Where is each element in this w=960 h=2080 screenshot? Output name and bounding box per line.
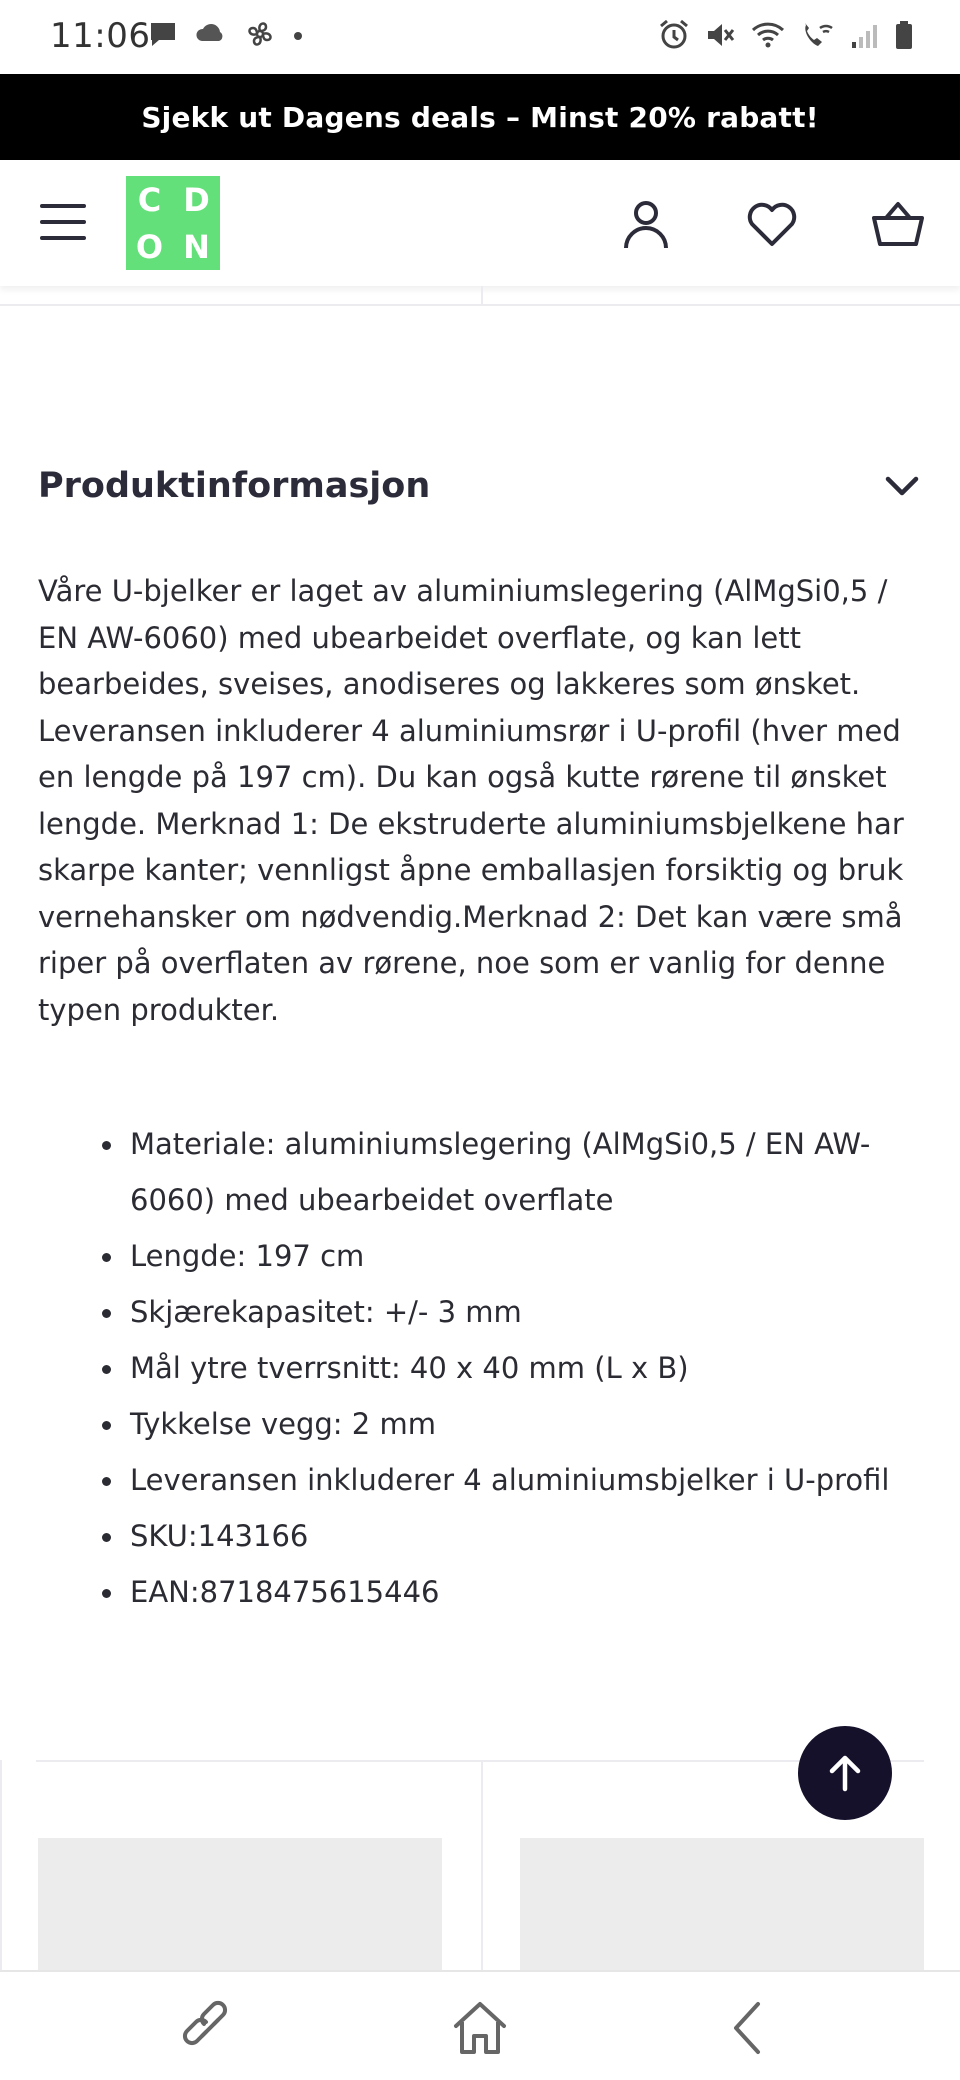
spec-item: Mål ytre tverrsnitt: 40 x 40 mm (L x B) xyxy=(130,1340,930,1396)
product-info-title: Produktinformasjon xyxy=(38,466,431,506)
spec-item: Leveransen inkluderer 4 aluminiumsbjelker i U-profil xyxy=(130,1452,930,1508)
promo-text[interactable]: Sjekk ut Dagens deals – Minst 20% rabatt! xyxy=(141,100,819,134)
product-card-image[interactable] xyxy=(38,1838,442,1970)
product-grid-divider xyxy=(0,286,960,306)
alarm-icon xyxy=(658,18,690,52)
spec-item: Materiale: aluminiumslegering (AlMgSi0,5 / EN AW-6060) med ubearbeidet overflate xyxy=(130,1116,930,1228)
spec-item: Lengde: 197 cm xyxy=(130,1228,930,1284)
basket-icon[interactable] xyxy=(870,196,926,252)
spec-item: SKU:143166 xyxy=(130,1508,930,1564)
spec-item: Tykkelse vegg: 2 mm xyxy=(130,1396,930,1452)
product-description: Våre U-bjelker er laget av aluminiumslegering (AlMgSi0,5 / EN AW-6060) med ubearbeidet overflate, og kan lett bearbeides, sveises, anodiseres og lakkeres som ønsket. Leveransen inkluderer 4 aluminiumsrør i U-profil (hver med en lengde på 197 cm). Du kan også kutte rørene til ønsket lengde. Merknad 1: De ekstruderte aluminiumsbjelkene har skarpe kanter; vennligst åpne emballasjen forsiktig og bruk vernehansker om nødvendig.Merknad 2: Det kan være små riper på overflaten av rørene, noe som er vanlig for denne typen produkter. xyxy=(38,574,904,1027)
site-header xyxy=(0,160,960,286)
product-card-image[interactable] xyxy=(520,1838,924,1970)
menu-icon[interactable] xyxy=(40,204,86,240)
wifi-call-icon xyxy=(800,19,836,51)
logo-letter: N xyxy=(183,227,210,266)
chevron-down-icon[interactable] xyxy=(882,471,922,501)
heart-icon[interactable] xyxy=(744,196,800,252)
mute-icon xyxy=(704,19,736,51)
back-icon[interactable] xyxy=(718,1996,782,2060)
status-left-icons xyxy=(148,18,304,50)
logo-letter: D xyxy=(183,180,210,219)
logo-letter: C xyxy=(137,180,162,219)
promo-banner[interactable] xyxy=(0,74,960,160)
link-icon[interactable] xyxy=(178,1996,242,2060)
home-icon[interactable] xyxy=(448,1996,512,2060)
spec-list xyxy=(130,1116,930,1620)
wifi-icon xyxy=(750,19,786,51)
status-right-icons xyxy=(658,18,914,52)
product-info-toggle[interactable] xyxy=(38,456,922,516)
status-time: 11:06 xyxy=(50,16,151,56)
account-icon[interactable] xyxy=(618,196,674,252)
cdon-logo[interactable] xyxy=(126,176,220,270)
spec-item: Skjærekapasitet: +/- 3 mm xyxy=(130,1284,930,1340)
bottom-nav xyxy=(0,1970,960,2080)
dot-icon xyxy=(292,19,304,49)
fan-icon xyxy=(244,18,276,50)
logo-letter: O xyxy=(135,227,164,266)
cloud-icon xyxy=(194,19,228,49)
status-bar xyxy=(0,0,960,74)
signal-icon xyxy=(850,20,880,50)
message-icon xyxy=(148,19,178,49)
battery-icon xyxy=(894,19,914,51)
spec-item: EAN:8718475615446 xyxy=(130,1564,930,1620)
arrow-up-icon xyxy=(823,1751,867,1795)
scroll-to-top-button[interactable] xyxy=(798,1726,892,1820)
